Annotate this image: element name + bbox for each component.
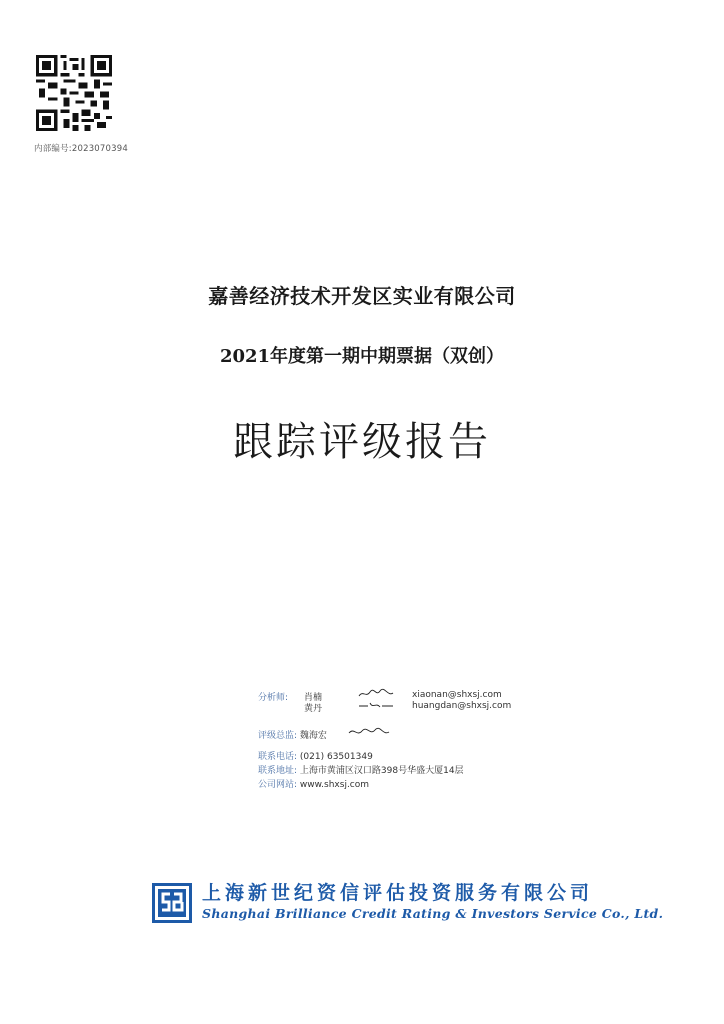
phone-label: 联系电话: <box>258 752 298 762</box>
internal-number: 内部编号:2023070394 <box>34 144 128 154</box>
director-label: 评级总监: <box>258 731 298 741</box>
director-signature <box>348 726 390 741</box>
website-link[interactable]: www.shxsj.com <box>299 780 370 790</box>
address: 上海市黄浦区汉口路398号华盛大厦14层 <box>299 766 464 776</box>
company-logo-icon <box>152 883 192 923</box>
qr-code <box>36 54 112 132</box>
director-name: 魏海宏 <box>299 731 327 741</box>
analyst-email: huangdan@shxsj.com <box>412 701 512 711</box>
report-type-title: 跟踪评级报告 <box>233 419 491 465</box>
phone-number: (021) 63501349 <box>299 752 373 762</box>
analyst-signature <box>358 700 394 715</box>
instrument-title: 2021年度第一期中期票据（双创） <box>219 346 505 367</box>
analysts-label: 分析师: <box>258 693 289 703</box>
analyst-email: xiaonan@shxsj.com <box>412 690 502 700</box>
website-label: 公司网站: <box>258 780 298 790</box>
analyst-name: 肖楠 <box>304 693 323 703</box>
company-name-en: Shanghai Brilliance Credit Rating & Investors Service Co., Ltd. <box>202 906 664 921</box>
address-label: 联系地址: <box>258 766 298 776</box>
issuer-title: 嘉善经济技术开发区实业有限公司 <box>208 284 516 308</box>
analyst-name: 黄丹 <box>304 704 323 714</box>
company-name-cn: 上海新世纪资信评估投资服务有限公司 <box>202 882 594 904</box>
